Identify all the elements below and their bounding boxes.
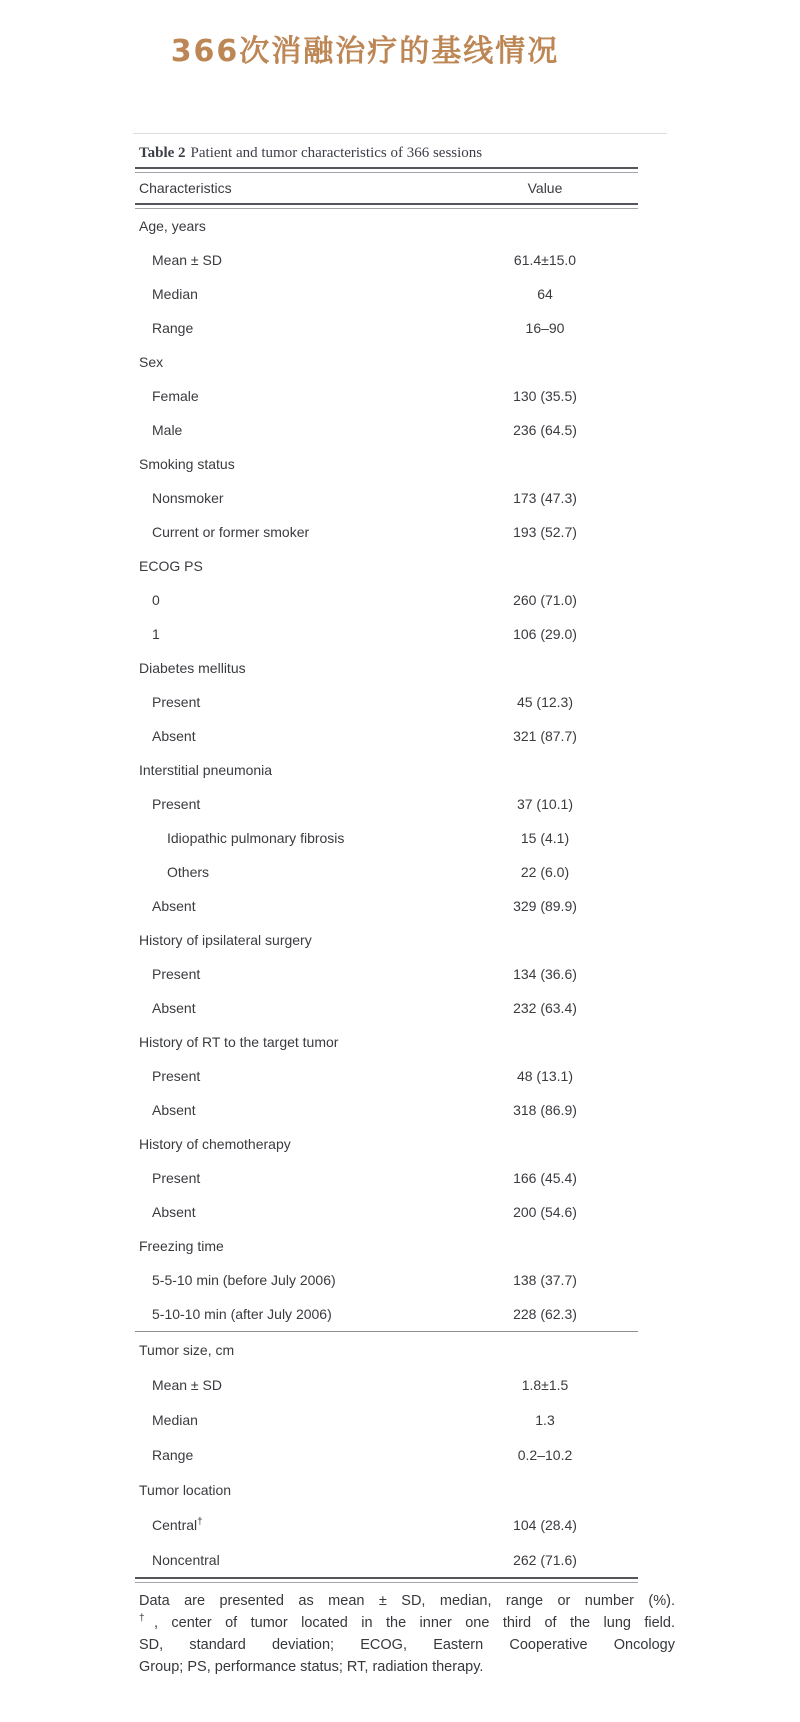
table-row	[135, 515, 638, 549]
row-label: Central†	[152, 1515, 203, 1533]
table-row	[135, 1367, 638, 1402]
row-value: 15 (4.1)	[520, 830, 570, 846]
footnote-line: †, center of tumor located in the inner one third of the lung field.	[139, 1613, 675, 1631]
footnote-line: Data are presented as mean ± SD, median, range or number (%).	[139, 1593, 675, 1609]
row-label: Interstitial pneumonia	[139, 762, 273, 778]
row-label: Smoking status	[139, 456, 235, 472]
row-value: 22 (6.0)	[520, 864, 570, 880]
row-label: Freezing time	[139, 1238, 224, 1254]
row-label: History of RT to the target tumor	[139, 1034, 339, 1050]
table-body-main	[135, 209, 638, 1331]
table-caption-label: Table 2	[139, 145, 186, 161]
table-row	[135, 821, 638, 855]
table-row-category	[135, 923, 638, 957]
table-row-category	[135, 447, 638, 481]
row-label: Median	[152, 286, 198, 302]
row-value: 0.2–10.2	[517, 1446, 573, 1463]
row-label: Absent	[152, 898, 196, 914]
row-label: 5-5-10 min (before July 2006)	[152, 1272, 336, 1288]
table-header-row	[135, 173, 638, 203]
table-row-category	[135, 1472, 638, 1507]
scan-top-divider	[133, 133, 667, 134]
row-value: 37 (10.1)	[516, 796, 574, 812]
table-row-category	[135, 1229, 638, 1263]
table-row	[135, 277, 638, 311]
dagger-marker: †	[197, 1515, 203, 1527]
row-label: Tumor location	[139, 1481, 232, 1498]
row-label: Idiopathic pulmonary fibrosis	[167, 830, 345, 846]
row-value: 228 (62.3)	[513, 1306, 577, 1322]
row-value: 262 (71.6)	[513, 1551, 577, 1568]
row-value: 173 (47.3)	[513, 490, 577, 506]
row-label: Present	[152, 796, 201, 812]
row-value: 232 (63.4)	[513, 1000, 577, 1016]
row-value: 200 (54.6)	[513, 1204, 577, 1220]
row-value: 64	[537, 286, 553, 302]
row-value: 45 (12.3)	[516, 694, 574, 710]
table-caption	[135, 140, 638, 167]
row-label: Present	[152, 1068, 201, 1084]
table-row-category	[135, 209, 638, 243]
row-label: Absent	[152, 1102, 196, 1118]
table-row	[135, 583, 638, 617]
row-value: 106 (29.0)	[513, 626, 577, 642]
table-row-category	[135, 549, 638, 583]
table-row	[135, 957, 638, 991]
table-row	[135, 1161, 638, 1195]
table-row	[135, 991, 638, 1025]
row-value: 1.3	[535, 1411, 555, 1428]
table-row-category	[135, 651, 638, 685]
row-label: Current or former smoker	[152, 524, 310, 540]
table-row	[135, 243, 638, 277]
row-label: Tumor size, cm	[139, 1341, 235, 1358]
table2-figure	[135, 140, 675, 1678]
table-row	[135, 379, 638, 413]
row-label: 1	[152, 626, 160, 642]
row-label: Present	[152, 966, 201, 982]
table-row-category	[135, 345, 638, 379]
row-value: 193 (52.7)	[513, 524, 577, 540]
table-row-category	[135, 1025, 638, 1059]
row-label: Absent	[152, 728, 196, 744]
row-label: Range	[152, 320, 194, 336]
table-row	[135, 889, 638, 923]
table-row	[135, 413, 638, 447]
table-row-category	[135, 1332, 638, 1367]
row-label: Range	[152, 1446, 194, 1463]
row-value: 260 (71.0)	[513, 592, 577, 608]
dagger-marker: †	[139, 1613, 154, 1625]
row-label: Age, years	[139, 218, 206, 234]
row-label: History of chemotherapy	[139, 1136, 291, 1152]
footnote-line: Group; PS, performance status; RT, radiation therapy.	[139, 1659, 484, 1675]
page-title: 366次消融治疗的基线情况	[170, 34, 560, 69]
row-label: Diabetes mellitus	[139, 660, 246, 676]
row-label: Sex	[139, 354, 164, 370]
row-label: Noncentral	[152, 1551, 220, 1568]
row-value: 329 (89.9)	[513, 898, 577, 914]
row-value: 236 (64.5)	[513, 422, 577, 438]
row-value: 61.4±15.0	[513, 252, 577, 268]
row-value: 16–90	[525, 320, 565, 336]
table-row-category	[135, 1127, 638, 1161]
table-row	[135, 617, 638, 651]
row-label: Others	[167, 864, 210, 880]
row-label: Median	[152, 1411, 198, 1428]
row-label: Female	[152, 388, 199, 404]
row-label: 5-10-10 min (after July 2006)	[152, 1306, 332, 1322]
table-row	[135, 1263, 638, 1297]
table-row	[135, 1297, 638, 1331]
row-label: Absent	[152, 1000, 196, 1016]
table-caption-text: Patient and tumor characteristics of 366 sessions	[190, 145, 483, 161]
row-value: 48 (13.1)	[516, 1068, 574, 1084]
row-label: Mean ± SD	[152, 1376, 222, 1393]
row-label: Male	[152, 422, 183, 438]
table-row	[135, 1542, 638, 1577]
table-row-category	[135, 753, 638, 787]
table-row	[135, 1059, 638, 1093]
table-row	[135, 787, 638, 821]
table-row	[135, 1402, 638, 1437]
table-row	[135, 1195, 638, 1229]
row-value: 321 (87.7)	[513, 728, 577, 744]
row-label: History of ipsilateral surgery	[139, 932, 312, 948]
row-label: Absent	[152, 1204, 196, 1220]
table-row	[135, 685, 638, 719]
footnote-line: SD, standard deviation; ECOG, Eastern Cooperative Oncology	[139, 1637, 675, 1653]
row-label: 0	[152, 592, 160, 608]
table-row	[135, 1507, 638, 1542]
table-row	[135, 1437, 638, 1472]
row-label: Present	[152, 694, 201, 710]
table-body-tumor	[135, 1332, 638, 1577]
row-label: Mean ± SD	[152, 252, 222, 268]
row-label: ECOG PS	[139, 558, 203, 574]
row-label: Nonsmoker	[152, 490, 224, 506]
row-value: 130 (35.5)	[513, 388, 577, 404]
table-row	[135, 311, 638, 345]
row-value: 134 (36.6)	[513, 966, 577, 982]
table-row	[135, 719, 638, 753]
row-value: 1.8±1.5	[521, 1376, 569, 1393]
row-value: 318 (86.9)	[513, 1102, 577, 1118]
row-value: 166 (45.4)	[513, 1170, 577, 1186]
column-header-characteristics: Characteristics	[139, 180, 232, 196]
table-row	[135, 855, 638, 889]
row-value: 104 (28.4)	[513, 1516, 577, 1533]
table-row	[135, 1093, 638, 1127]
row-label: Present	[152, 1170, 201, 1186]
column-header-value: Value	[527, 180, 563, 196]
row-value: 138 (37.7)	[513, 1272, 577, 1288]
table-footnotes	[135, 1583, 675, 1678]
table-row	[135, 481, 638, 515]
